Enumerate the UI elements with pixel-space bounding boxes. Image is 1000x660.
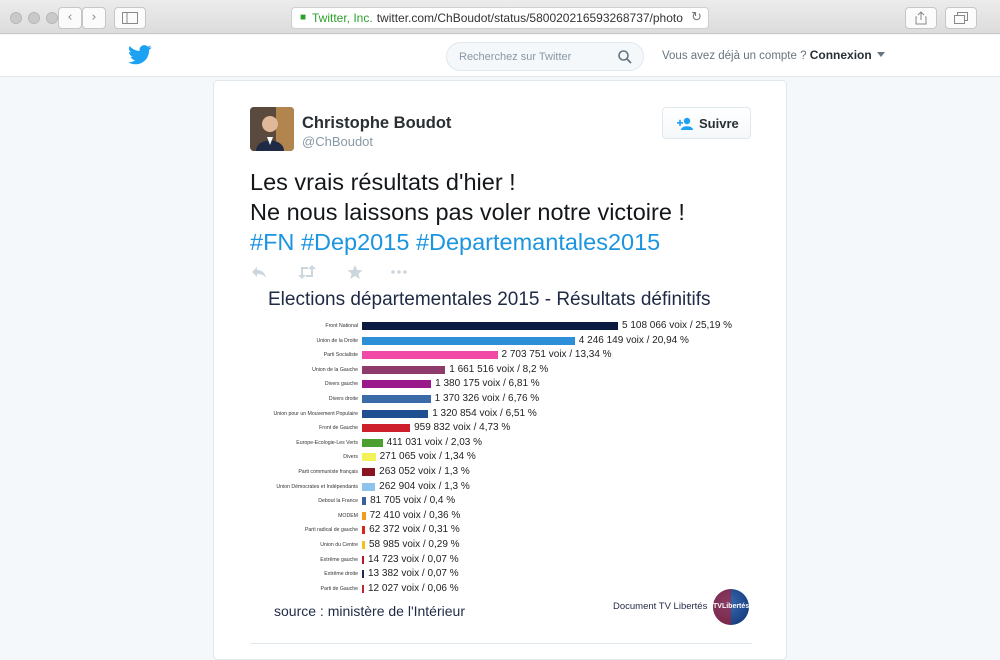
bar-value-label: 263 052 voix / 1,3 %: [379, 466, 470, 477]
bar: [362, 453, 376, 461]
chart-source: source : ministère de l'Intérieur: [274, 603, 465, 619]
tweet-photo-chart[interactable]: [250, 287, 760, 627]
login-prompt: Vous avez déjà un compte ?: [662, 50, 807, 62]
bar: [362, 322, 618, 330]
chevron-left-icon: ‹: [67, 10, 73, 25]
bar-value-label: 13 382 voix / 0,07 %: [368, 568, 459, 580]
chevron-right-icon: ›: [91, 10, 97, 25]
bar: [362, 483, 375, 491]
bar: [362, 512, 366, 520]
tweet-text: [250, 167, 770, 257]
hashtag-link[interactable]: #Dep2015: [300, 229, 410, 255]
search-placeholder: Recherchez sur Twitter: [459, 51, 572, 63]
bar: [362, 570, 364, 578]
bar-category-label: Union du Centre: [320, 542, 358, 548]
login-menu[interactable]: [662, 48, 885, 62]
browser-toolbar: [0, 0, 1000, 34]
lock-icon: ■: [300, 12, 307, 23]
bar-category-label: MODEM: [338, 512, 358, 519]
reload-icon[interactable]: ↻: [687, 8, 702, 28]
bar-value-label: 12 027 voix / 0,06 %: [368, 582, 459, 594]
favorite-star-icon[interactable]: [346, 264, 364, 280]
share-button[interactable]: [905, 7, 937, 29]
bar: [362, 351, 498, 359]
bar-value-label: 271 065 voix / 1,34 %: [379, 451, 476, 463]
twitter-topbar: [0, 35, 1000, 77]
bar-category-label: Parti Socialiste: [323, 352, 358, 359]
bar: [362, 468, 375, 476]
bar-value-label: 58 985 voix / 0,29 %: [368, 539, 460, 550]
tabs-button[interactable]: [945, 7, 977, 29]
bar-value-label: 62 372 voix / 0,31 %: [369, 524, 460, 536]
hashtag-link[interactable]: #FN: [250, 229, 295, 255]
bar-value-label: 4 246 149 voix / 20,94 %: [578, 334, 689, 346]
bar: [362, 337, 575, 345]
bar-category-label: Extrême droite: [324, 571, 358, 578]
author-handle[interactable]: @ChBoudot: [302, 134, 374, 149]
bar-value-label: 14 723 voix / 0,07 %: [368, 553, 459, 565]
tweet-line-1: Les vrais résultats d'hier !: [250, 169, 516, 195]
tweet-line-2: Ne nous laissons pas voler notre victoire !: [250, 199, 685, 225]
bar: [362, 541, 365, 549]
logo-text: TVLibertés: [713, 603, 749, 610]
chart-credit: Document TV Libertés: [613, 601, 708, 612]
sidebar-toggle-button[interactable]: [114, 7, 146, 29]
bar: [362, 410, 428, 418]
bar-category-label: Divers: [343, 454, 358, 461]
bar-value-label: 959 832 voix / 4,73 %: [414, 422, 511, 434]
bar-category-label: Parti de Gauche: [320, 585, 358, 592]
caret-down-icon: [877, 52, 885, 57]
bar-value-label: 411 031 voix / 2,03 %: [386, 436, 483, 448]
retweet-icon[interactable]: [297, 264, 317, 280]
url-text: twitter.com/ChBoudot/status/580020216593268737/photo: [376, 11, 683, 25]
tweet-hashtags: [250, 227, 770, 257]
avatar[interactable]: [250, 107, 294, 151]
bar-value-label: 1 370 326 voix / 6,76 %: [434, 393, 540, 404]
bar: [362, 439, 383, 447]
window-minimize-button[interactable]: [28, 12, 40, 24]
hashtag-link[interactable]: #Departemantales2015: [415, 229, 661, 255]
sidebar-icon: [122, 12, 138, 24]
tabs-icon: [954, 12, 968, 24]
bar-category-label: Europe-Ecologie-Les Verts: [296, 439, 358, 446]
bar: [362, 395, 431, 403]
bar-value-label: 2 703 751 voix / 13,34 %: [501, 349, 612, 361]
bar: [362, 366, 445, 374]
search-icon[interactable]: [617, 49, 633, 65]
bar: [362, 526, 365, 534]
bar-category-label: Extrême gauche: [320, 556, 358, 563]
login-link[interactable]: Connexion: [809, 48, 872, 62]
bar-category-label: Union de la Gauche: [312, 366, 358, 373]
bar-category-label: Front de Gauche: [319, 425, 358, 432]
bar-category-label: Divers gauche: [324, 381, 358, 388]
bar-category-label: Union Démocrates et Indépendants: [276, 483, 358, 490]
bar-value-label: 1 661 516 voix / 8,2 %: [449, 363, 549, 375]
reply-icon[interactable]: [250, 264, 268, 280]
tweet-card: [213, 80, 787, 660]
avatar-image: [250, 107, 294, 151]
bar-value-label: 1 320 854 voix / 6,51 %: [432, 407, 537, 419]
follow-label: Suivre: [699, 116, 739, 131]
twitter-bird-icon[interactable]: [128, 44, 152, 66]
more-icon[interactable]: [390, 264, 408, 280]
site-identity: Twitter, Inc.: [312, 11, 373, 25]
forward-button[interactable]: [82, 7, 106, 29]
bar-category-label: Union pour un Mouvement Populaire: [273, 410, 358, 417]
address-bar[interactable]: [291, 7, 709, 29]
bar: [362, 556, 364, 564]
bar-value-label: 5 108 066 voix / 25,19 %: [622, 320, 733, 331]
bar-value-label: 72 410 voix / 0,36 %: [369, 509, 461, 521]
author-name[interactable]: Christophe Boudot: [302, 114, 452, 132]
bar-category-label: Union de la Droite: [316, 337, 358, 344]
window-close-button[interactable]: [10, 12, 22, 24]
follow-button[interactable]: [662, 107, 751, 139]
bar-category-label: Divers droite: [328, 396, 358, 402]
window-zoom-button[interactable]: [46, 12, 58, 24]
bar-category-label: Parti communiste français: [298, 469, 358, 475]
divider: [250, 643, 752, 644]
bar: [362, 424, 410, 432]
search-input[interactable]: [446, 42, 644, 71]
bar: [362, 585, 364, 593]
tvlibertes-logo: [713, 589, 749, 625]
bar-value-label: 1 380 175 voix / 6,81 %: [435, 378, 540, 390]
bar-value-label: 81 705 voix / 0,4 %: [370, 495, 456, 507]
bar-value-label: 262 904 voix / 1,3 %: [379, 480, 470, 492]
bar-category-label: Parti radical de gauche: [304, 527, 358, 534]
add-user-icon: [676, 117, 694, 131]
bar-category-label: Front National: [325, 323, 358, 329]
bar: [362, 380, 431, 388]
bar-category-label: Debout la France: [318, 498, 358, 505]
back-button[interactable]: [58, 7, 82, 29]
chart-title: Elections départementales 2015 - Résultats définitifs: [268, 289, 711, 310]
share-icon: [915, 11, 927, 25]
bar: [362, 497, 366, 505]
